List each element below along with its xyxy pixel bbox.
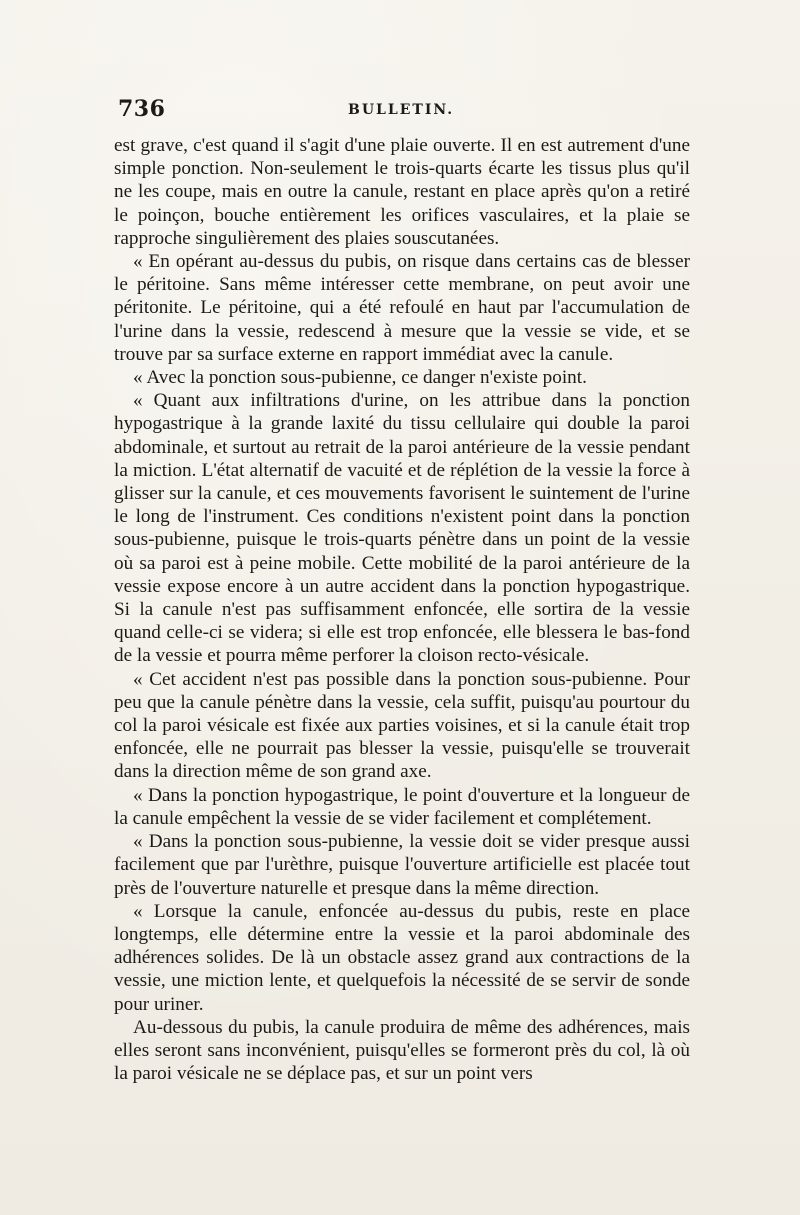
paragraph-9: Au-dessous du pubis, la canule produira de même des adhérences, mais elles seront sans inconvénient, puisqu'elles se formeront près du col, là où la paroi vésicale ne se déplace pas, et sur un point vers — [114, 1016, 690, 1085]
page-number: 736 — [118, 96, 166, 122]
paragraph-5: « Cet accident n'est pas possible dans la ponction sous-pubienne. Pour peu que la canule pénètre dans la vessie, cela suffit, puisqu'au pourtour du col la paroi vésicale est fixée aux parties voisines, et si la canule était trop enfoncée, elle ne pourrait pas blesser la vessie, puisqu'elle se trouverait dans la direction même de son grand axe. — [114, 668, 690, 783]
paragraph-7: « Dans la ponction sous-pubienne, la vessie doit se vider presque aussi facilement que par l'urèthre, puisque l'ouverture artificielle est placée tout près de l'ouverture naturelle et presque dans la même direction. — [114, 831, 690, 899]
paragraph-3: « Avec la ponction sous-pubienne, ce danger n'existe point. — [133, 367, 587, 389]
paragraph-6: « Dans la ponction hypogastrique, le point d'ouverture et la longueur de la canule empêchent la vessie de se vider facilement et complétement. — [114, 784, 690, 829]
paragraph-4: « Quant aux infiltrations d'urine, on les attribue dans la ponction hypogastrique à la grande laxité du tissu cellulaire qui double la paroi abdominale, et surtout au retrait de la paroi antérieure de la vessie pendant la miction. L'état alternatif de vacuité et de réplétion de la vessie la force à glisser sur la canule, et ces mouvements favorisent le suintement de l'urine le long de l'instrument. Ces conditions n'existent point dans la ponction sous-pubienne, puisque le trois-quarts pénètre dans un point de la vessie où sa paroi est à peine mobile. Cette mobilité de la paroi antérieure de la vessie expose encore à un autre accident dans la ponction hypogastrique. Si la canule n'est pas suffisamment enfoncée, elle sortira de la vessie quand celle-ci se videra; si elle est trop enfoncée, elle blessera le bas-fond de la vessie et pourra même perforer la cloison recto-vésicale. — [114, 390, 690, 667]
running-title: BULLETIN. — [348, 102, 455, 118]
paragraph-1: est grave, c'est quand il s'agit d'une plaie ouverte. Il en est autrement d'une simple ponction. Non-seulement le trois-quarts écarte les tissus plus qu'il ne les coupe, mais en outre la canule, restant en place après qu'on a retiré le poinçon, bouche entièrement les orifices vasculaires, et la plaie se rapproche singulièrement des plaies souscutanées. — [114, 135, 690, 249]
paragraph-8: « Lorsque la canule, enfoncée au-dessus du pubis, reste en place longtemps, elle détermine entre la vessie et la paroi abdominale des adhérences solides. De là un obstacle assez grand aux contractions de la vessie, une miction lente, et quelquefois la nécessité de se servir de sonde pour uriner. — [114, 900, 690, 1015]
paragraph-2: « En opérant au-dessus du pubis, on risque dans certains cas de blesser le péritoine. Sans même intéresser cette membrane, on peut avoir une péritonite. Le péritoine, qui a été refoulé en haut par l'accumulation de l'urine dans la vessie, redescend à mesure que la vessie se vide, et se trouve par sa surface externe en rapport immédiat avec la canule. — [114, 251, 690, 365]
body-text — [114, 134, 690, 1085]
page-header — [114, 96, 690, 126]
